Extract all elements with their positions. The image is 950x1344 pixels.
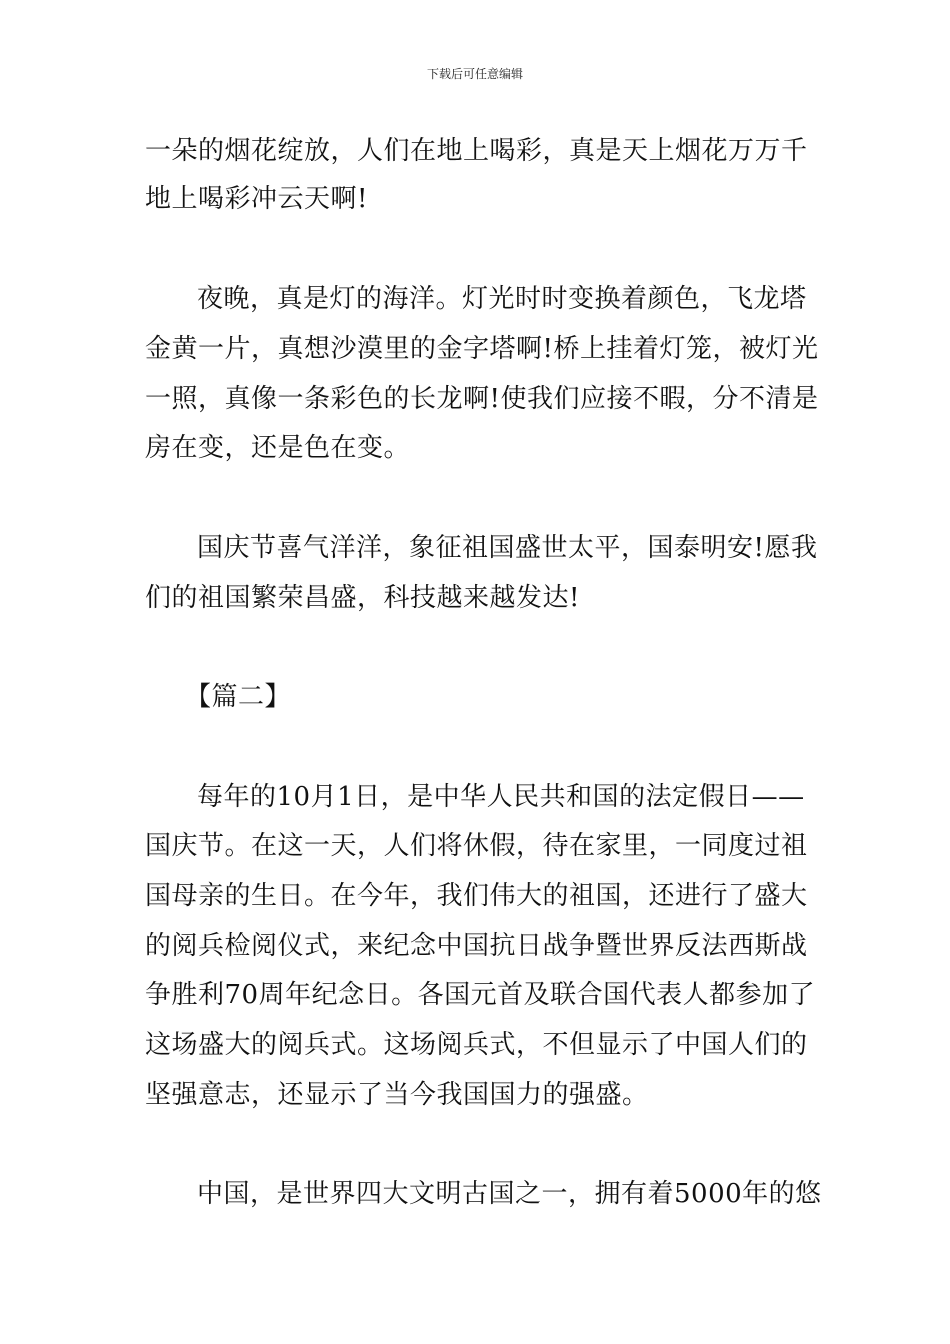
text-line: 每年的10月1日，是中华人民共和国的法定假日——: [197, 782, 805, 812]
text-line: 房在变，还是色在变。: [145, 433, 411, 463]
text-line: 中国，是世界四大文明古国之一，拥有着5000年的悠: [197, 1179, 822, 1209]
text-line: 争胜利70周年纪念日。各国元首及联合国代表人都参加了: [145, 980, 816, 1010]
text-line: 国庆节喜气洋洋，象征祖国盛世太平，国泰明安!愿我: [197, 533, 818, 563]
text-line: 的阅兵检阅仪式，来纪念中国抗日战争暨世界反法西斯战: [145, 931, 808, 961]
section-heading: 【篇二】: [185, 682, 292, 712]
text-line: 地上喝彩冲云天啊!: [145, 184, 368, 214]
text-line: 们的祖国繁荣昌盛，科技越来越发达!: [145, 583, 580, 613]
text-line: 金黄一片，真想沙漠里的金字塔啊!桥上挂着灯笼，被灯光: [145, 334, 819, 364]
text-line: 坚强意志，还显示了当今我国国力的强盛。: [145, 1080, 649, 1110]
text-line: 一朵的烟花绽放，人们在地上喝彩，真是天上烟花万万千: [145, 136, 808, 166]
text-line: 国母亲的生日。在今年，我们伟大的祖国，还进行了盛大: [145, 881, 808, 911]
header-note: 下载后可任意编辑: [426, 67, 523, 81]
text-line: 这场盛大的阅兵式。这场阅兵式，不但显示了中国人们的: [145, 1030, 808, 1060]
text-line: 国庆节。在这一天，人们将休假，待在家里，一同度过祖: [145, 831, 808, 861]
text-line: 一照，真像一条彩色的长龙啊!使我们应接不暇，分不清是: [145, 384, 819, 414]
text-line: 夜晚，真是灯的海洋。灯光时时变换着颜色，飞龙塔: [197, 284, 807, 314]
